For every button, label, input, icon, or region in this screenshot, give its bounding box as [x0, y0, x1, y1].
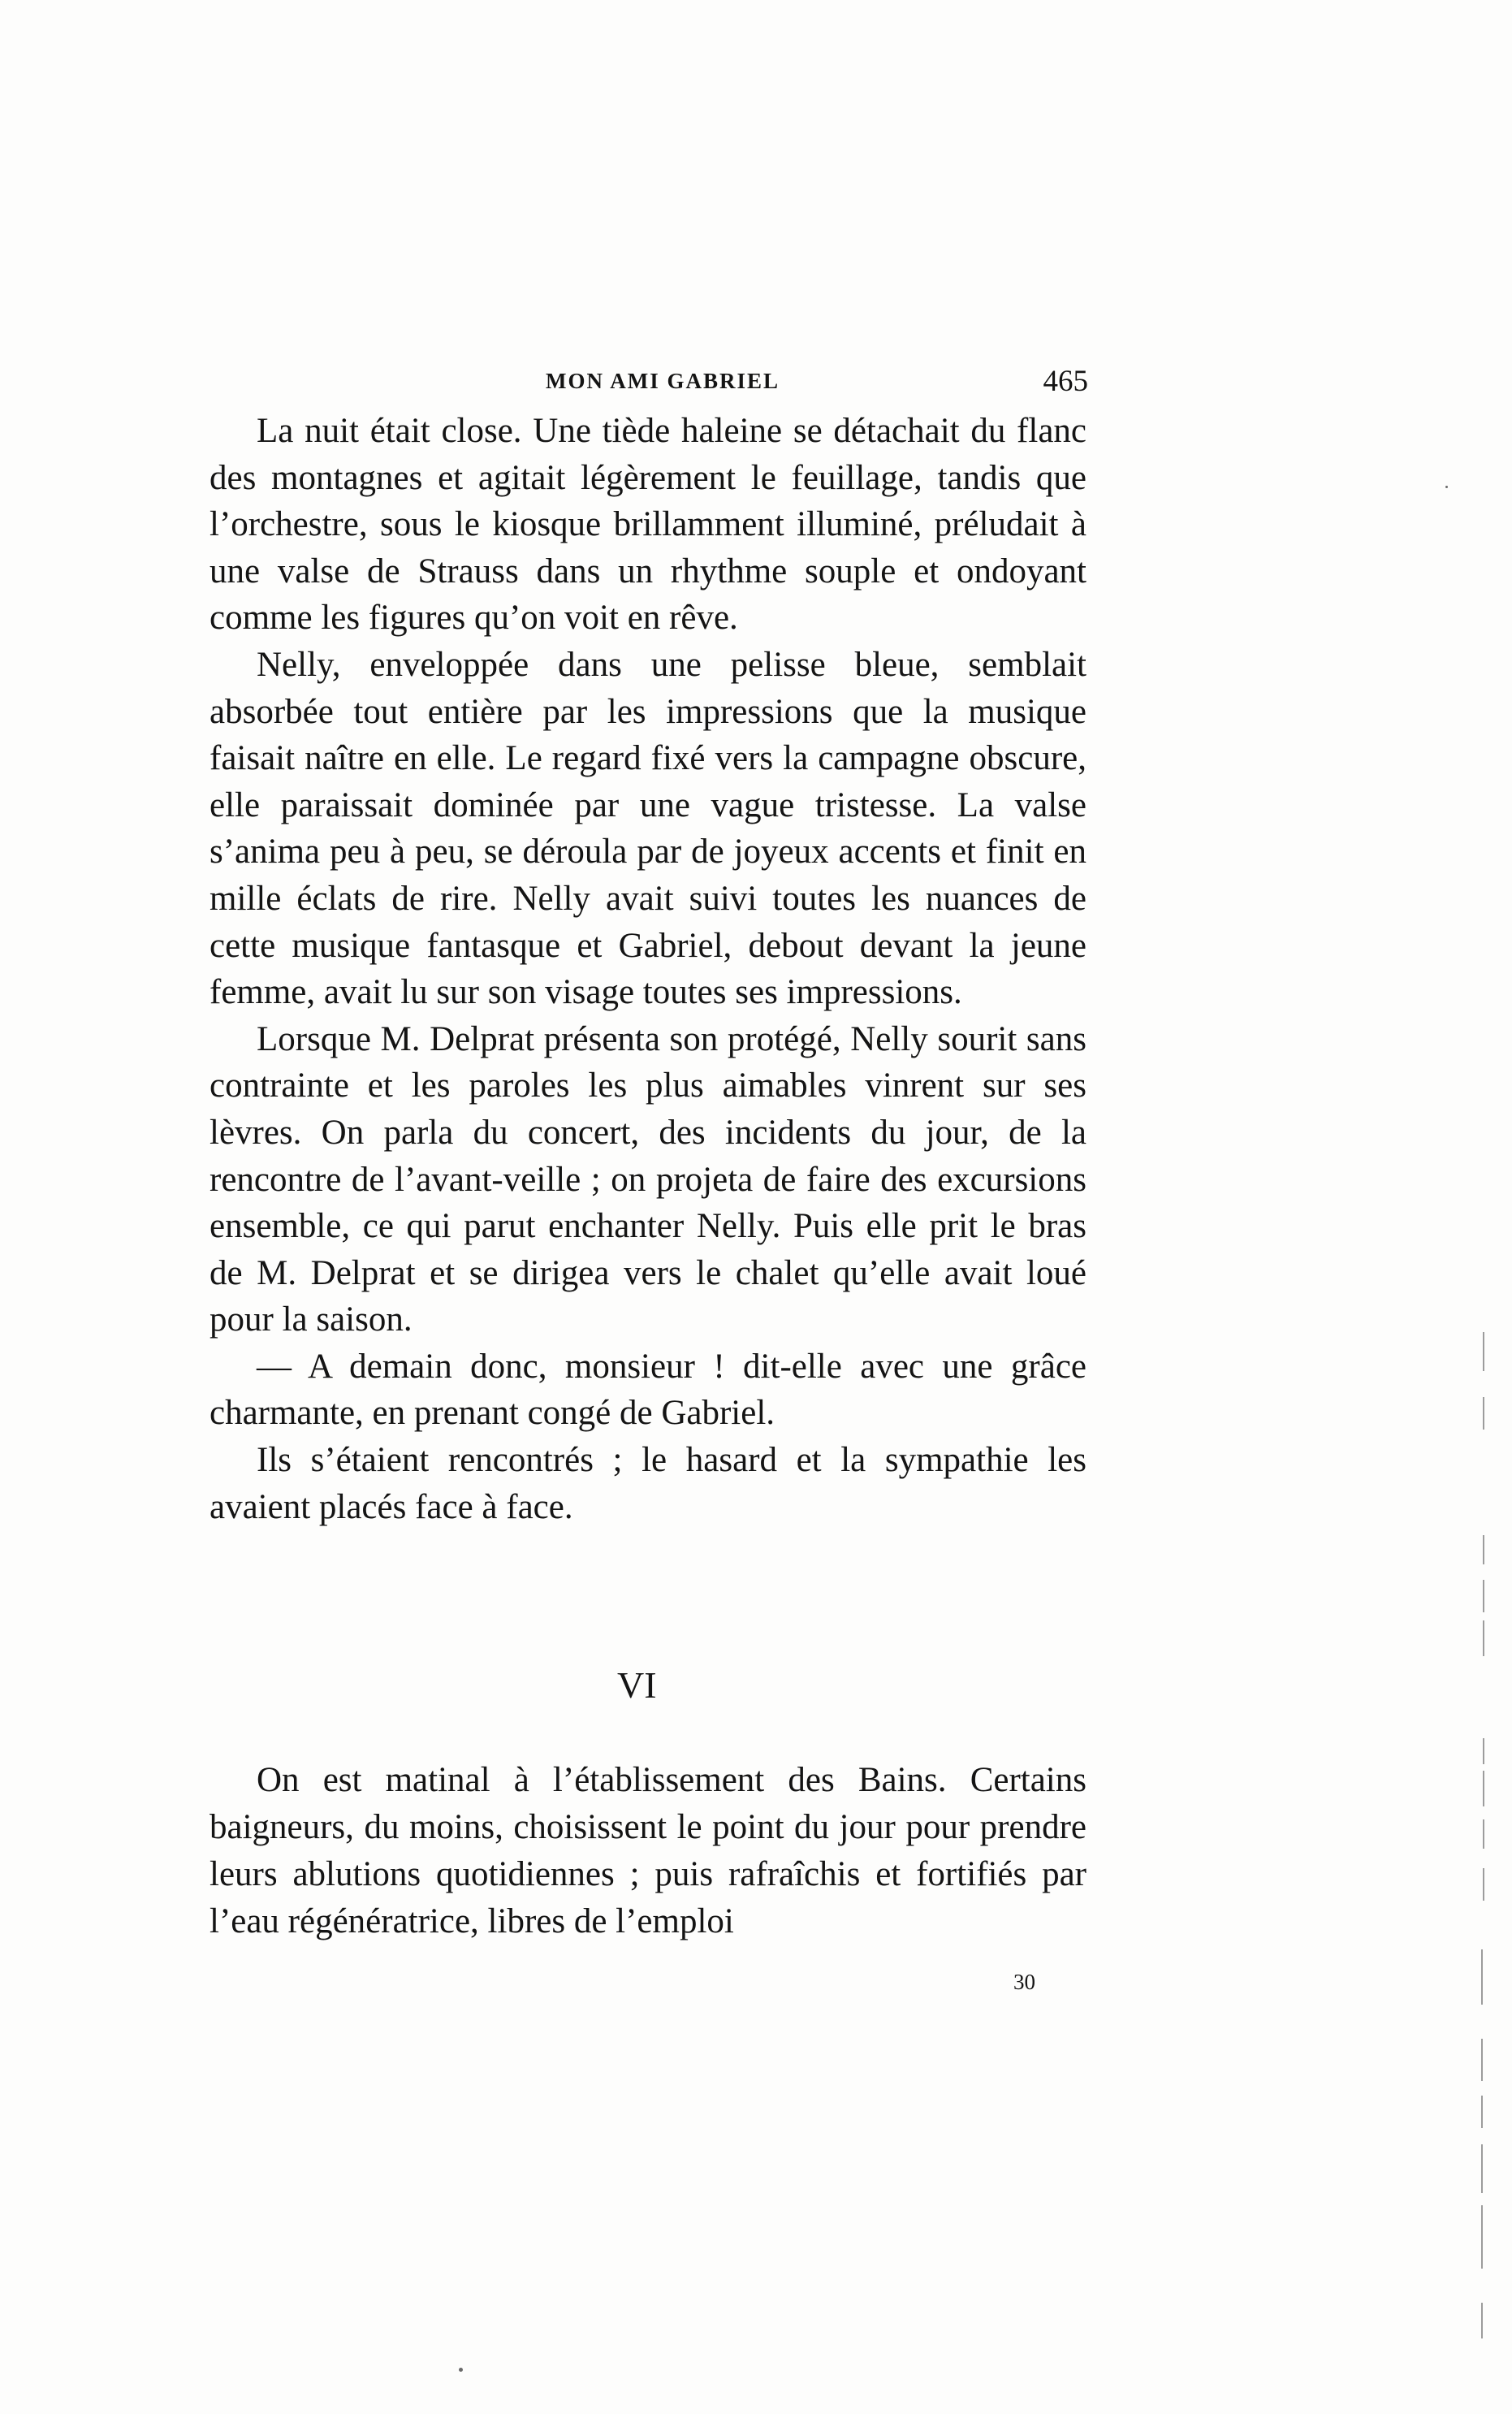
scan-mark — [1483, 1868, 1484, 1901]
scan-mark — [1483, 1332, 1484, 1371]
scan-mark — [1483, 1771, 1484, 1806]
paragraph: On est matinal à l’établissement des Bains. Certains baigneurs, du moins, choisissent le point du jour pour prendre leurs ablutions quotidiennes ; puis rafraîchis et fortifiés par l’eau régénératrice, libres de l’emploi — [210, 1761, 1086, 1940]
running-title: MON AMI GABRIEL — [546, 369, 780, 393]
scan-mark — [1481, 2039, 1483, 2081]
scan-mark — [1483, 1738, 1484, 1764]
scan-mark — [1483, 1580, 1484, 1612]
paragraph: Nelly, enveloppée dans une pelisse bleue, semblait absorbée tout entière par les impressions que la musique faisait naître en elle. Le regard fixé vers la campagne obscure, elle paraissait dominée par une vague tristesse. La valse s’anima peu à peu, se déroula par de joyeux accents et finit en mille éclats de rire. Nelly avait suivi toutes les nuances de cette musique fantasque et Gabriel, debout devant la jeune femme, avait lu sur son visage toutes ses impressions. — [210, 645, 1086, 1012]
scan-mark — [1481, 1949, 1483, 2005]
paragraph: — A demain donc, monsieur ! dit-elle avec une grâce charmante, en prenant congé de Gabriel. — [210, 1347, 1086, 1433]
scan-mark — [1483, 1819, 1484, 1849]
scan-mark — [1481, 2205, 1483, 2269]
paragraph: Ils s’étaient rencontrés ; le hasard et la sympathie les avaient placés face à face. — [210, 1441, 1086, 1526]
scan-mark — [1481, 2096, 1483, 2128]
page-number: 465 — [1043, 365, 1088, 398]
scan-speck — [459, 2368, 463, 2372]
scan-mark — [1483, 1620, 1484, 1656]
scan-mark — [1483, 1397, 1484, 1430]
section-heading: VI — [617, 1664, 657, 1706]
signature-mark: 30 — [1013, 1970, 1035, 1994]
page-header — [208, 364, 1101, 403]
scan-mark — [1481, 2303, 1483, 2338]
scan-mark — [1481, 2144, 1483, 2193]
scan-mark — [1483, 1535, 1484, 1564]
body-text — [210, 408, 1086, 1530]
paragraph: La nuit était close. Une tiède haleine se détachait du flanc des montagnes et agitait légèrement le feuillage, tandis que l’orchestre, sous le kiosque brillamment illuminé, préludait à une valse de Strauss dans un rhythme souple et ondoyant comme les figures qu’on voit en rêve. — [210, 412, 1086, 638]
scan-speck — [1445, 486, 1448, 488]
paragraph: Lorsque M. Delprat présenta son protégé, Nelly sourit sans contrainte et les paroles les plus aimables vinrent sur ses lèvres. On parla du concert, des incidents du jour, de la rencontre de l’avant-veille ; on projeta de faire des excursions ensemble, ce qui parut enchanter Nelly. Puis elle prit le bras de M. Delprat et se dirigea vers le chalet qu’elle avait loué pour la saison. — [210, 1019, 1086, 1339]
body-text-section-vi — [210, 1757, 1086, 1945]
